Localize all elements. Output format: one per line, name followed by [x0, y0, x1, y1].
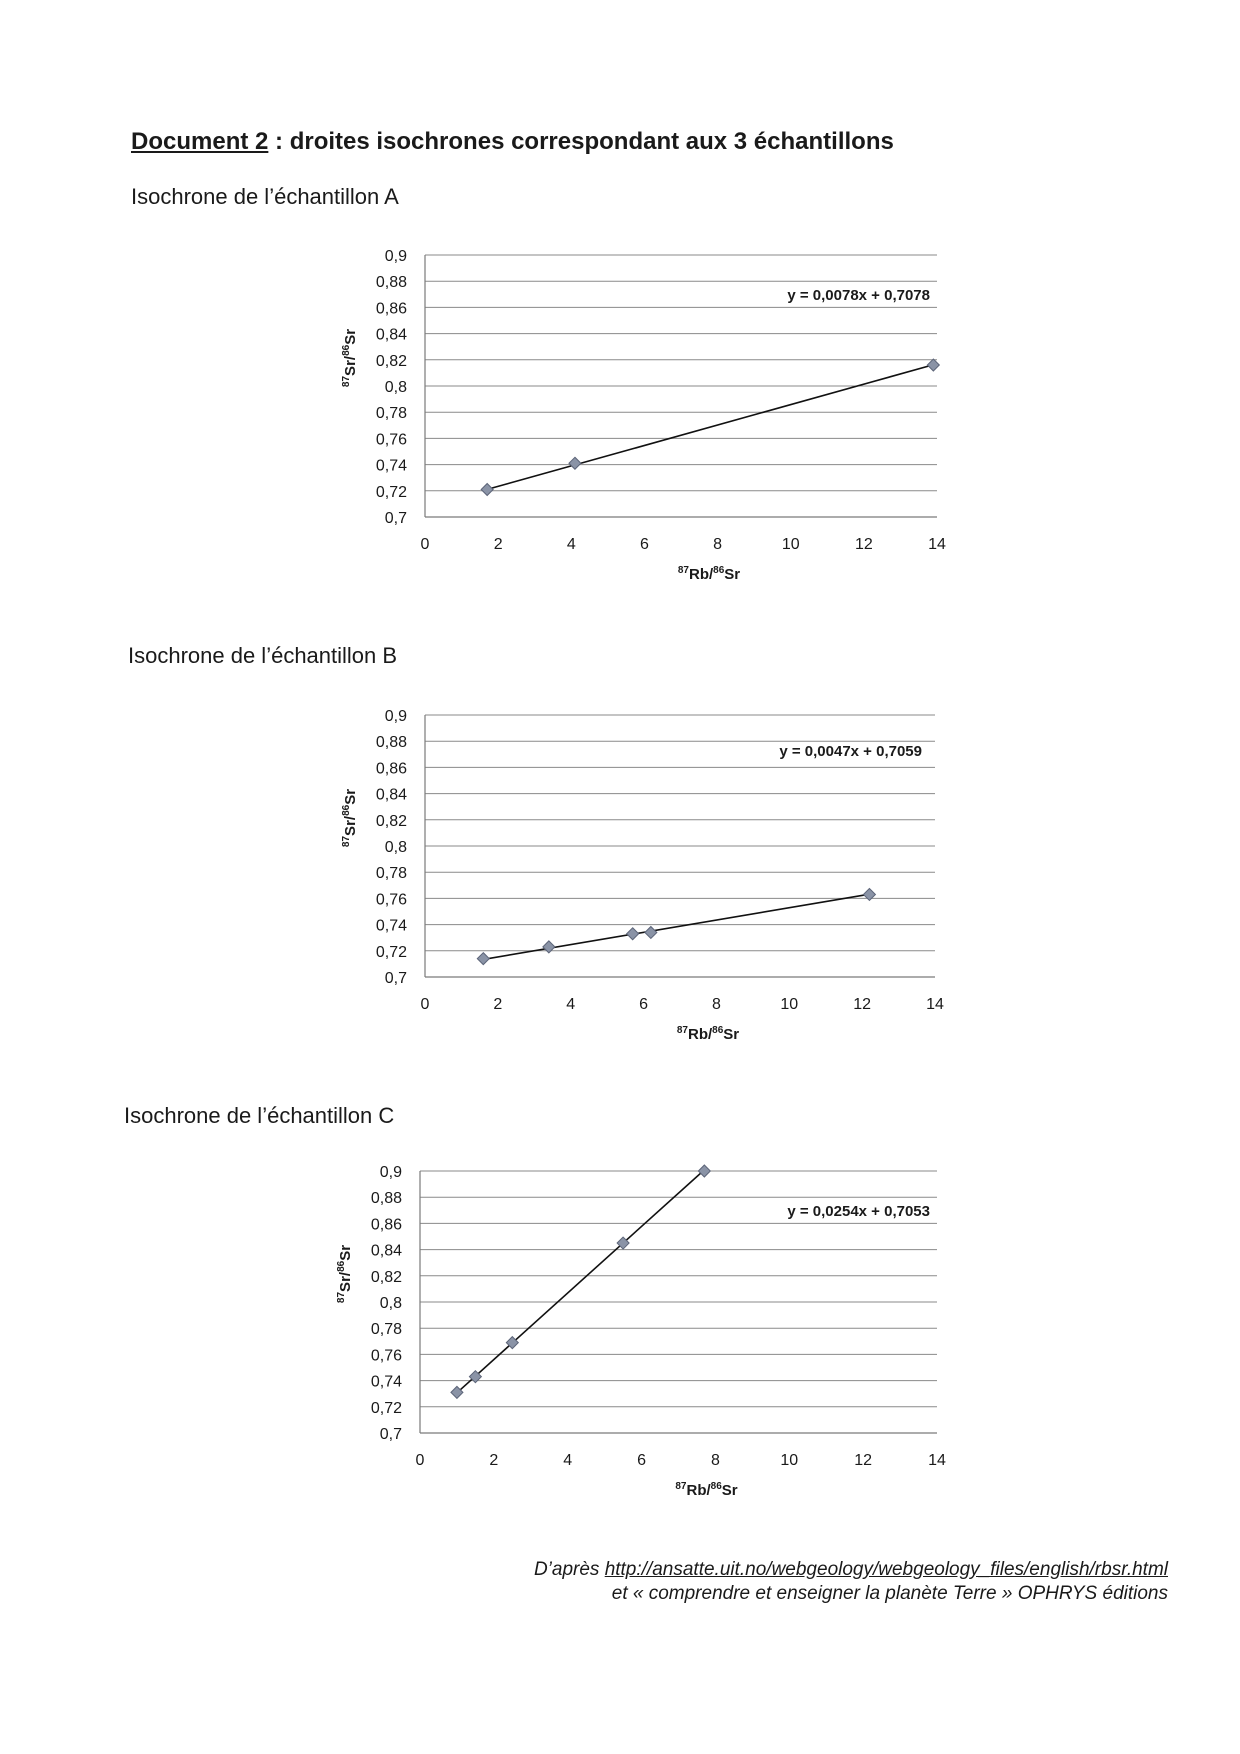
document-label: Document 2 — [131, 128, 269, 155]
section-title-b: Isochrone de l’échantillon B — [128, 643, 398, 668]
isochrone-chart-b — [0, 690, 1240, 1120]
trendline-equation: y = 0,0254x + 0,7053 — [787, 1203, 930, 1220]
document-title — [131, 128, 894, 156]
source-line-2: et « comprendre et enseigner la planète Terre » OPHRYS éditions — [611, 1583, 1168, 1604]
y-tick-label: 0,82 — [370, 1268, 402, 1286]
y-tick-label: 0,8 — [384, 839, 407, 856]
y-tick-label: 0,76 — [375, 891, 407, 909]
x-tick-label: 10 — [780, 1452, 799, 1469]
y-tick-label: 0,8 — [384, 379, 407, 396]
x-tick-label: 4 — [566, 996, 576, 1013]
y-tick-label: 0,7 — [379, 1426, 402, 1443]
y-tick-label: 0,88 — [370, 1190, 402, 1208]
y-tick-label: 0,9 — [384, 248, 407, 265]
x-tick-label: 6 — [639, 536, 649, 553]
x-tick-label: 14 — [928, 536, 946, 553]
data-point — [481, 483, 493, 495]
x-tick-label: 12 — [853, 996, 872, 1013]
x-tick-label: 10 — [780, 996, 799, 1013]
x-tick-label: 2 — [493, 536, 503, 553]
trendline-equation: y = 0,0047x + 0,7059 — [779, 743, 922, 760]
y-tick-label: 0,7 — [384, 510, 407, 527]
x-tick-label: 2 — [489, 1452, 499, 1469]
y-tick-label: 0,88 — [375, 734, 407, 752]
y-tick-label: 0,9 — [379, 1164, 402, 1181]
x-tick-label: 8 — [711, 996, 721, 1013]
source-prefix: D’après — [533, 1559, 605, 1580]
x-tick-label: 10 — [781, 536, 800, 553]
trendline — [483, 894, 869, 959]
x-axis-title: $^{87}$Rb/$^{86}$Sr — [675, 1481, 738, 1499]
x-tick-label: 0 — [415, 1452, 425, 1469]
x-tick-label: 6 — [639, 996, 649, 1013]
x-tick-label: 12 — [854, 536, 873, 553]
x-tick-label: 12 — [854, 1452, 873, 1469]
isochrone-chart-c — [0, 1146, 1240, 1576]
y-tick-label: 0,72 — [375, 943, 407, 961]
y-axis-title: $^{87}$Sr/$^{86}$Sr — [341, 788, 359, 848]
y-tick-label: 0,82 — [375, 812, 407, 830]
data-point — [627, 928, 639, 940]
x-axis-title: $^{87}$Rb/$^{86}$Sr — [676, 1025, 740, 1043]
y-tick-label: 0,78 — [370, 1321, 402, 1339]
y-tick-label: 0,9 — [384, 708, 407, 725]
trendline — [457, 1170, 704, 1393]
x-tick-label: 2 — [493, 996, 503, 1013]
y-tick-label: 0,78 — [375, 405, 407, 423]
y-tick-label: 0,88 — [375, 274, 407, 292]
x-tick-label: 14 — [926, 996, 944, 1013]
y-tick-label: 0,82 — [375, 352, 407, 370]
y-tick-label: 0,8 — [379, 1295, 402, 1312]
source-line-1 — [534, 1558, 1168, 1582]
document-title-text: : droites isochrones correspondant aux 3 échantillons — [268, 128, 894, 155]
y-tick-label: 0,76 — [370, 1347, 402, 1365]
x-tick-label: 6 — [637, 1452, 647, 1469]
y-tick-label: 0,7 — [384, 970, 407, 987]
y-tick-label: 0,78 — [375, 865, 407, 883]
y-tick-label: 0,76 — [375, 431, 407, 449]
x-tick-label: 8 — [713, 536, 723, 553]
y-tick-label: 0,86 — [375, 300, 407, 318]
y-tick-label: 0,74 — [375, 457, 407, 475]
x-tick-label: 8 — [710, 1452, 720, 1469]
y-tick-label: 0,72 — [370, 1399, 402, 1417]
y-axis-title: $^{87}$Sr/$^{86}$Sr — [336, 1244, 354, 1304]
data-point — [477, 953, 489, 965]
trendline — [487, 365, 933, 490]
y-tick-label: 0,86 — [375, 760, 407, 778]
data-point — [645, 926, 657, 938]
source-citation — [534, 1558, 1168, 1606]
isochrone-chart-a — [0, 230, 1240, 660]
y-tick-label: 0,84 — [375, 786, 407, 804]
y-axis-title: $^{87}$Sr/$^{86}$Sr — [341, 328, 359, 388]
data-point — [698, 1165, 710, 1177]
y-tick-label: 0,84 — [375, 326, 407, 344]
x-tick-label: 4 — [563, 1452, 573, 1469]
x-tick-label: 0 — [420, 536, 430, 553]
section-title-a: Isochrone de l’échantillon A — [131, 184, 399, 209]
y-tick-label: 0,72 — [375, 483, 407, 501]
y-tick-label: 0,86 — [370, 1216, 402, 1234]
x-tick-label: 0 — [420, 996, 430, 1013]
section-title-c: Isochrone de l’échantillon C — [124, 1103, 395, 1128]
y-tick-label: 0,74 — [370, 1373, 402, 1391]
y-tick-label: 0,74 — [375, 917, 407, 935]
source-link[interactable]: http://ansatte.uit.no/webgeology/webgeology_files/english/rbsr.html — [604, 1559, 1168, 1580]
x-tick-label: 4 — [566, 536, 576, 553]
x-axis-title: $^{87}$Rb/$^{86}$Sr — [677, 565, 741, 583]
data-point — [927, 359, 939, 371]
data-point — [569, 457, 581, 469]
y-tick-label: 0,84 — [370, 1242, 402, 1260]
x-tick-label: 14 — [928, 1452, 946, 1469]
trendline-equation: y = 0,0078x + 0,7078 — [787, 287, 930, 304]
